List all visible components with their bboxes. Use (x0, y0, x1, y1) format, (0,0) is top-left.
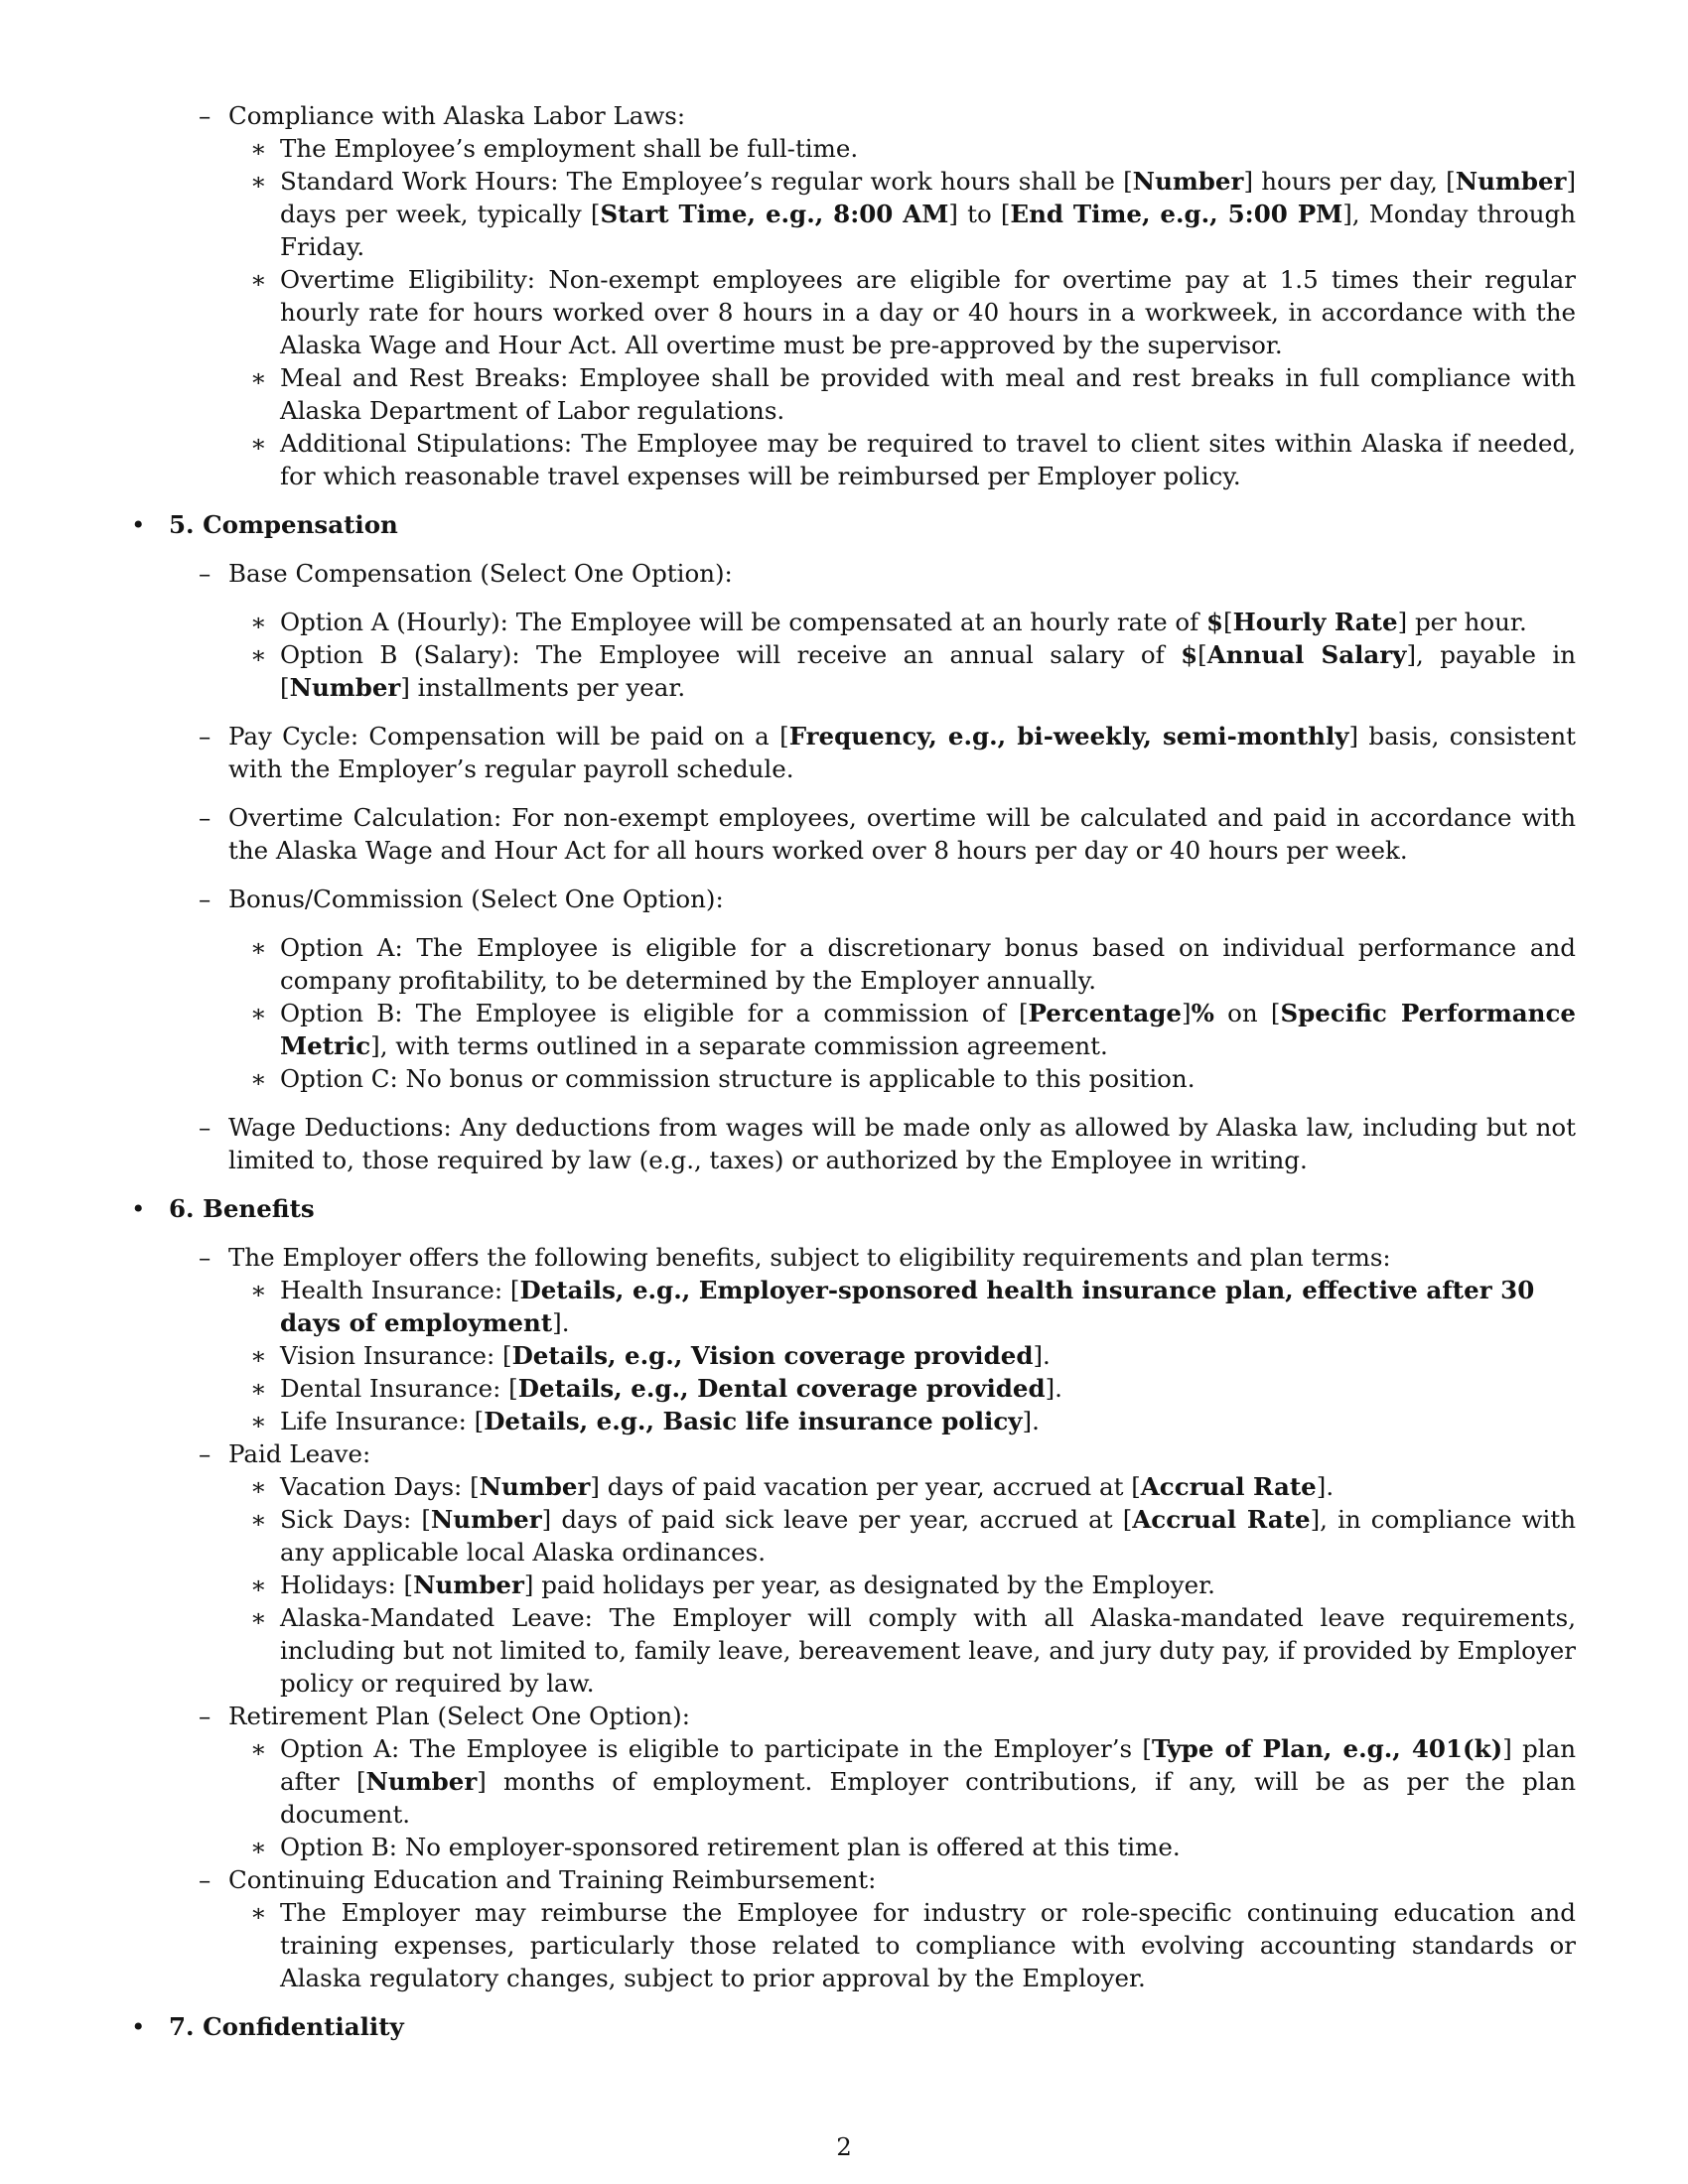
list-item (131, 1339, 1576, 1372)
star-marker: ∗ (250, 1833, 267, 1861)
overtime-calculation-text: Overtime Calculation: For non-exempt employees, overtime will be calculated and paid in accordance with the Alaska Wage and Hour Act for all hours worked over 8 hours per day or 40 hours per week. (228, 803, 1576, 865)
pay-cycle-text: Pay Cycle: Compensation will be paid on a [Frequency, e.g., bi-weekly, semi-monthly] basis, consistent with the Employer’s regular payroll schedule. (228, 722, 1576, 783)
salary-option-text: Option B (Salary): The Employee will receive an annual salary of $[Annual Salary], payable in [Number] installments per year. (280, 640, 1577, 702)
star-marker: ∗ (250, 1505, 267, 1534)
list-item (131, 99, 1576, 132)
star-marker: ∗ (250, 134, 267, 163)
list-item (131, 557, 1576, 590)
dental-insurance-text: Dental Insurance: [Details, e.g., Dental coverage provided]. (280, 1374, 1062, 1403)
dash-marker: – (199, 1243, 211, 1272)
star-marker: ∗ (250, 363, 267, 392)
overtime-eligibility-text: Overtime Eligibility: Non-exempt employees are eligible for overtime pay at 1.5 times their regular hourly rate for hours worked over 8 hours in a day or 40 hours in a workweek, in accordance with the Alaska Wage and Hour Act. All overtime must be pre-approved by the supervisor. (280, 265, 1576, 359)
list-item (131, 361, 1576, 427)
bullet-marker: • (131, 2012, 146, 2041)
list-item (131, 1470, 1576, 1503)
star-marker: ∗ (250, 1374, 267, 1403)
list-item (131, 1405, 1576, 1437)
star-marker: ∗ (250, 1276, 267, 1304)
star-marker: ∗ (250, 1341, 267, 1370)
retirement-option-a-text: Option A: The Employee is eligible to participate in the Employer’s [Type of Plan, e.g., 401(k)] plan after [Number] months of employment. Employer contributions, if any, will be as per the plan document. (280, 1734, 1576, 1829)
list-item (131, 1863, 1576, 1896)
paid-leave-heading: Paid Leave: (228, 1439, 371, 1468)
list-item (131, 931, 1576, 997)
star-marker: ∗ (250, 1898, 267, 1927)
list-item (131, 1831, 1576, 1863)
list-item (131, 720, 1576, 785)
list-item (131, 1601, 1576, 1700)
life-insurance-text: Life Insurance: [Details, e.g., Basic life insurance policy]. (280, 1407, 1040, 1435)
list-item (131, 1437, 1576, 1470)
list-item (131, 606, 1576, 638)
dash-marker: – (199, 803, 211, 832)
star-marker: ∗ (250, 167, 267, 196)
dash-marker: – (199, 559, 211, 588)
list-item (131, 1569, 1576, 1601)
document-body (131, 99, 1576, 2043)
section-benefits (131, 1192, 1576, 1225)
list-item (131, 427, 1576, 492)
page-number: 2 (836, 2132, 852, 2161)
retirement-heading: Retirement Plan (Select One Option): (228, 1702, 690, 1730)
star-marker: ∗ (250, 1603, 267, 1632)
benefits-intro: The Employer offers the following benefits, subject to eligibility requirements and plan terms: (228, 1243, 1391, 1272)
list-item (131, 263, 1576, 361)
dash-marker: – (199, 722, 211, 751)
star-marker: ∗ (250, 1570, 267, 1599)
list-item (131, 132, 1576, 165)
list-item (131, 1241, 1576, 1274)
section-confidentiality (131, 2010, 1576, 2043)
hourly-option-text: Option A (Hourly): The Employee will be compensated at an hourly rate of $[Hourly Rate] per hour. (280, 608, 1527, 636)
section-heading: 6. Benefits (169, 1194, 315, 1223)
star-marker: ∗ (250, 640, 267, 669)
list-item (131, 1732, 1576, 1831)
star-marker: ∗ (250, 1064, 267, 1093)
list-item (131, 1372, 1576, 1405)
retirement-option-b-text: Option B: No employer-sponsored retirement plan is offered at this time. (280, 1833, 1181, 1861)
dash-marker: – (199, 885, 211, 913)
compliance-block (131, 99, 1576, 492)
alaska-mandated-leave-text: Alaska-Mandated Leave: The Employer will comply with all Alaska-mandated leave requirements, including but not limited to, family leave, bereavement leave, and jury duty pay, if provided by Employer policy or required by law. (280, 1603, 1576, 1698)
dash-marker: – (199, 101, 211, 130)
meal-breaks-text: Meal and Rest Breaks: Employee shall be provided with meal and rest breaks in full compliance with Alaska Department of Labor regulations. (280, 363, 1576, 425)
education-heading: Continuing Education and Training Reimbursement: (228, 1865, 877, 1894)
star-marker: ∗ (250, 265, 267, 294)
list-item (131, 883, 1576, 915)
education-text: The Employer may reimburse the Employee for industry or role-specific continuing education and training expenses, particularly those related to compliance with evolving accounting standards or Alaska regulatory changes, subject to prior approval by the Employer. (280, 1898, 1576, 1992)
section-heading: 5. Compensation (169, 510, 398, 539)
bonus-option-b-text: Option B: The Employee is eligible for a commission of [Percentage]% on [Specific Performance Metric], with terms outlined in a separate commission agreement. (280, 999, 1576, 1060)
list-item (131, 638, 1576, 704)
holidays-text: Holidays: [Number] paid holidays per year, as designated by the Employer. (280, 1570, 1215, 1599)
list-item (131, 1503, 1576, 1569)
list-item (131, 1896, 1576, 1994)
work-hours-text: Standard Work Hours: The Employee’s regular work hours shall be [Number] hours per day, [Number] days per week, typically [Start Time, e.g., 8:00 AM] to [End Time, e.g., 5:00 PM], Monday through Friday. (280, 167, 1577, 261)
bullet-marker: • (131, 1194, 146, 1223)
dash-marker: – (199, 1113, 211, 1142)
health-insurance-text: Health Insurance: [Details, e.g., Employer-sponsored health insurance plan, effective after 30 days of employment]. (280, 1276, 1535, 1337)
star-marker: ∗ (250, 933, 267, 962)
list-item (131, 165, 1576, 263)
list-item (131, 1062, 1576, 1095)
vacation-days-text: Vacation Days: [Number] days of paid vacation per year, accrued at [Accrual Rate]. (280, 1472, 1335, 1501)
compliance-heading: Compliance with Alaska Labor Laws: (228, 101, 686, 130)
star-marker: ∗ (250, 1472, 267, 1501)
list-item (131, 801, 1576, 867)
list-item (131, 1274, 1576, 1339)
base-compensation-heading: Base Compensation (Select One Option): (228, 559, 733, 588)
list-item (131, 1700, 1576, 1732)
dash-marker: – (199, 1702, 211, 1730)
bonus-option-c-text: Option C: No bonus or commission structure is applicable to this position. (280, 1064, 1196, 1093)
star-marker: ∗ (250, 608, 267, 636)
dash-marker: – (199, 1865, 211, 1894)
full-time-text: The Employee’s employment shall be full-time. (280, 134, 859, 163)
section-compensation (131, 508, 1576, 541)
wage-deductions-text: Wage Deductions: Any deductions from wages will be made only as allowed by Alaska law, including but not limited to, those required by law (e.g., taxes) or authorized by the Employee in writing. (228, 1113, 1576, 1174)
list-item (131, 997, 1576, 1062)
dash-marker: – (199, 1439, 211, 1468)
sick-days-text: Sick Days: [Number] days of paid sick leave per year, accrued at [Accrual Rate], in compliance with any applicable local Alaska ordinances. (280, 1505, 1576, 1567)
section-heading: 7. Confidentiality (169, 2012, 404, 2041)
star-marker: ∗ (250, 429, 267, 458)
bullet-marker: • (131, 510, 146, 539)
bonus-option-a-text: Option A: The Employee is eligible for a discretionary bonus based on individual performance and company profitability, to be determined by the Employer annually. (280, 933, 1576, 995)
star-marker: ∗ (250, 999, 267, 1027)
star-marker: ∗ (250, 1734, 267, 1763)
bonus-heading: Bonus/Commission (Select One Option): (228, 885, 724, 913)
vision-insurance-text: Vision Insurance: [Details, e.g., Vision coverage provided]. (280, 1341, 1051, 1370)
star-marker: ∗ (250, 1407, 267, 1435)
additional-stipulations-text: Additional Stipulations: The Employee may be required to travel to client sites within Alaska if needed, for which reasonable travel expenses will be reimbursed per Employer policy. (280, 429, 1576, 490)
list-item (131, 1111, 1576, 1176)
